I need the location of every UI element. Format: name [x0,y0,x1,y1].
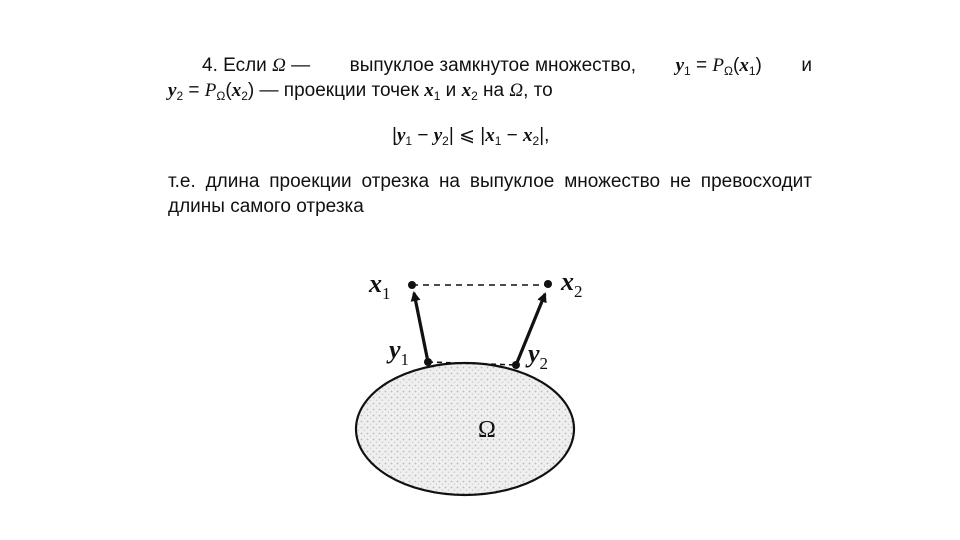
label-x2: x2 [561,267,583,301]
point-y2 [512,361,520,369]
projection-y1-formula: $y_1 = P_\Omega(x_1)$ [675,55,762,78]
and-word: и [801,55,812,76]
point-y1 [424,358,432,366]
label-y1: y1 [389,335,410,369]
conclusion-line-1: т.е. длина проекции отрезка на выпуклое множество не превосходит [168,171,812,192]
inequality-formula: $|y_1 - y_2|$ ⩽ $|x_1 - x_2|$, [392,125,550,148]
conclusion-line-2: длины самого отрезка [168,196,364,217]
arrow-y1-x1 [414,293,428,362]
label-y2: y2 [528,339,549,373]
theorem-line-2: $y_2 = P_\Omega(x_2)$ — проекции точек $x_1$ и $x_2$ на Ω, то [168,80,553,103]
omega-label: Ω [478,417,496,443]
leq-sign: ⩽ [459,125,475,146]
point-x2 [544,280,552,288]
point-x1 [408,281,416,289]
label-x1: x1 [369,269,391,303]
convex-set-omega [356,363,574,495]
convex-closed-set-text: выпуклое замкнутое множество, [349,55,637,76]
item-number: 4. Если Ω — [202,55,311,76]
